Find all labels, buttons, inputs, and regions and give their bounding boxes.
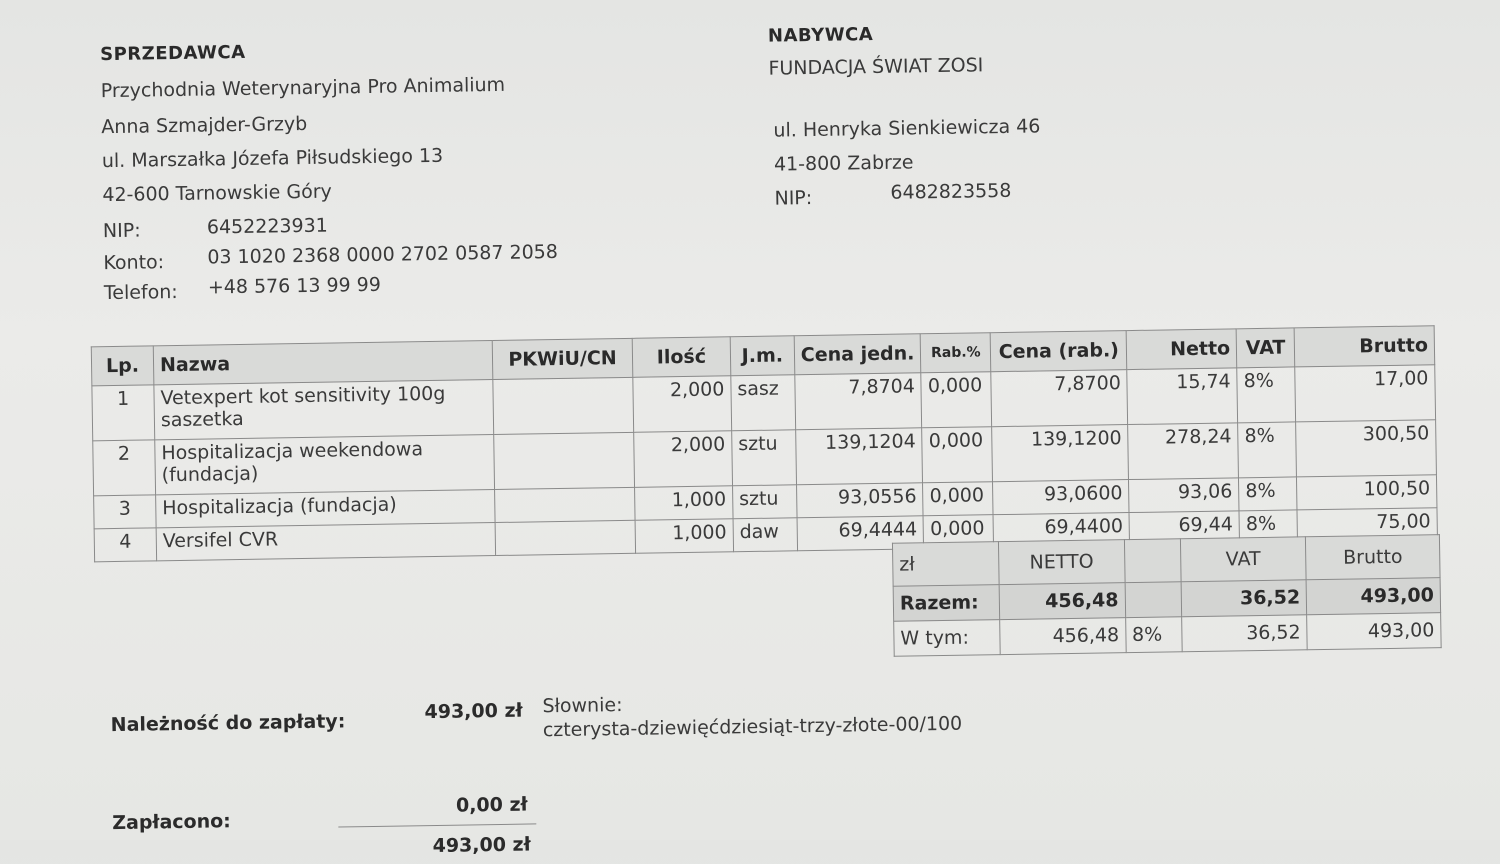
- cell-unit: sztu: [732, 430, 797, 486]
- cell-discount: 0,000: [922, 427, 993, 483]
- cell-gross: 100,50: [1297, 475, 1437, 510]
- paid-underline: [338, 823, 536, 827]
- cell-vat: 8%: [1239, 477, 1297, 511]
- remaining-amount: 493,00 zł: [432, 833, 531, 858]
- cell-net: 278,24: [1128, 423, 1239, 480]
- totals-incl-rate: 8%: [1125, 617, 1181, 653]
- cell-vat: 8%: [1238, 422, 1297, 478]
- amount-due-value: 493,00 zł: [424, 699, 523, 724]
- col-header-vat: VAT: [1236, 328, 1295, 368]
- cell-price-disc: 7,8700: [991, 370, 1128, 427]
- cell-discount: 0,000: [923, 482, 993, 516]
- cell-price-disc: 139,1200: [992, 425, 1129, 482]
- totals-incl-gross: 493,00: [1307, 613, 1441, 650]
- totals-currency: zł: [892, 542, 999, 587]
- cell-lp: 3: [94, 495, 156, 529]
- totals-sum-label: Razem:: [893, 585, 999, 622]
- totals-empty-cell: [1124, 539, 1181, 583]
- totals-sum-empty: [1125, 582, 1181, 618]
- col-header-price: Cena jedn.: [794, 334, 921, 375]
- buyer-title: NABYWCA: [767, 24, 874, 47]
- cell-vat: 8%: [1239, 510, 1297, 544]
- col-header-price-disc: Cena (rab.): [991, 331, 1128, 372]
- buyer-nip-label: NIP:: [774, 186, 813, 210]
- seller-phone: +48 576 13 99 99: [207, 273, 382, 299]
- cell-lp: 4: [94, 528, 156, 562]
- seller-owner: Anna Szmajder-Grzyb: [101, 112, 308, 139]
- paid-amount: 0,00 zł: [455, 793, 528, 817]
- seller-account: 03 1020 2368 0000 2702 0587 2058: [207, 240, 559, 269]
- cell-pkwiu: [495, 520, 635, 555]
- cell-price-disc: 93,0600: [993, 480, 1129, 515]
- col-header-name: Nazwa: [153, 341, 493, 385]
- seller-account-label: Konto:: [103, 251, 165, 275]
- seller-name: Przychodnia Weterynaryjna Pro Animalium: [100, 73, 506, 103]
- buyer-city: 41-800 Zabrze: [773, 151, 914, 176]
- cell-lp: 2: [93, 440, 156, 496]
- cell-lp: 1: [92, 385, 155, 441]
- cell-qty: 2,000: [634, 431, 733, 488]
- buyer-name: FUNDACJA ŚWIAT ZOSI: [768, 54, 984, 80]
- totals-brutto-header: Brutto: [1306, 535, 1440, 580]
- totals-netto-header: NETTO: [998, 540, 1124, 585]
- cell-price: 69,4444: [797, 516, 924, 551]
- cell-price: 7,8704: [795, 373, 922, 430]
- totals-sum-gross: 493,00: [1306, 578, 1440, 615]
- cell-name: Versifel CVR: [156, 523, 496, 561]
- cell-qty: 1,000: [635, 486, 733, 521]
- cell-name: Hospitalizacja (fundacja): [156, 490, 496, 528]
- cell-price: 93,0556: [796, 483, 923, 518]
- cell-pkwiu: [493, 377, 634, 434]
- col-header-gross: Brutto: [1294, 326, 1434, 367]
- buyer-street: ul. Henryka Sienkiewicza 46: [773, 115, 1041, 142]
- totals-vat-header: VAT: [1180, 537, 1306, 582]
- cell-name: Vetexpert kot sensitivity 100g saszetka: [154, 380, 494, 440]
- col-header-pkwiu: PKWiU/CN: [492, 338, 633, 379]
- amount-due-label: Należność do zapłaty:: [110, 710, 346, 737]
- cell-vat: 8%: [1237, 367, 1296, 423]
- totals-incl-net: 456,48: [1000, 618, 1126, 655]
- cell-unit: sztu: [732, 485, 796, 519]
- col-header-discount: Rab.%: [921, 333, 992, 373]
- paid-label: Zapłacono:: [112, 810, 231, 835]
- cell-net: 93,06: [1129, 478, 1239, 513]
- cell-name: Hospitalizacja weekendowa (fundacja): [155, 435, 495, 495]
- seller-city: 42-600 Tarnowskie Góry: [102, 180, 332, 207]
- cell-unit: sasz: [731, 375, 796, 431]
- cell-price: 139,1204: [795, 428, 922, 485]
- amount-words: czterysta-dziewięćdziesiąt-trzy-złote-00/100: [542, 712, 963, 742]
- items-table: [91, 325, 1438, 562]
- cell-pkwiu: [494, 432, 635, 489]
- cell-discount: 0,000: [921, 372, 992, 428]
- totals-sum-net: 456,48: [999, 583, 1125, 620]
- cell-gross: 75,00: [1297, 508, 1437, 543]
- seller-nip-label: NIP:: [102, 219, 141, 243]
- seller-phone-label: Telefon:: [103, 280, 178, 305]
- cell-discount: 0,000: [923, 515, 993, 549]
- totals-incl-label: W tym:: [894, 620, 1000, 657]
- cell-gross: 300,50: [1296, 420, 1437, 477]
- totals-incl-row: [894, 613, 1441, 657]
- totals-sum-vat: 36,52: [1181, 580, 1307, 617]
- cell-net: 69,44: [1129, 511, 1239, 546]
- cell-unit: daw: [733, 518, 797, 552]
- cell-pkwiu: [495, 487, 635, 522]
- buyer-nip: 6482823558: [890, 179, 1012, 204]
- cell-gross: 17,00: [1295, 365, 1436, 422]
- cell-qty: 1,000: [635, 519, 733, 554]
- cell-net: 15,74: [1127, 368, 1238, 425]
- seller-nip: 6452223931: [206, 214, 328, 239]
- col-header-qty: Ilość: [632, 337, 730, 378]
- totals-table: [892, 534, 1442, 657]
- cell-qty: 2,000: [633, 376, 732, 433]
- cell-price-disc: 69,4400: [993, 513, 1129, 548]
- amount-words-label: Słownie:: [542, 694, 623, 718]
- col-header-lp: Lp.: [91, 346, 154, 386]
- col-header-unit: J.m.: [730, 336, 795, 376]
- col-header-net: Netto: [1126, 329, 1236, 370]
- seller-street: ul. Marszałka Józefa Piłsudskiego 13: [101, 144, 444, 173]
- totals-incl-vat: 36,52: [1181, 615, 1307, 652]
- seller-title: SPRZEDAWCA: [100, 41, 246, 66]
